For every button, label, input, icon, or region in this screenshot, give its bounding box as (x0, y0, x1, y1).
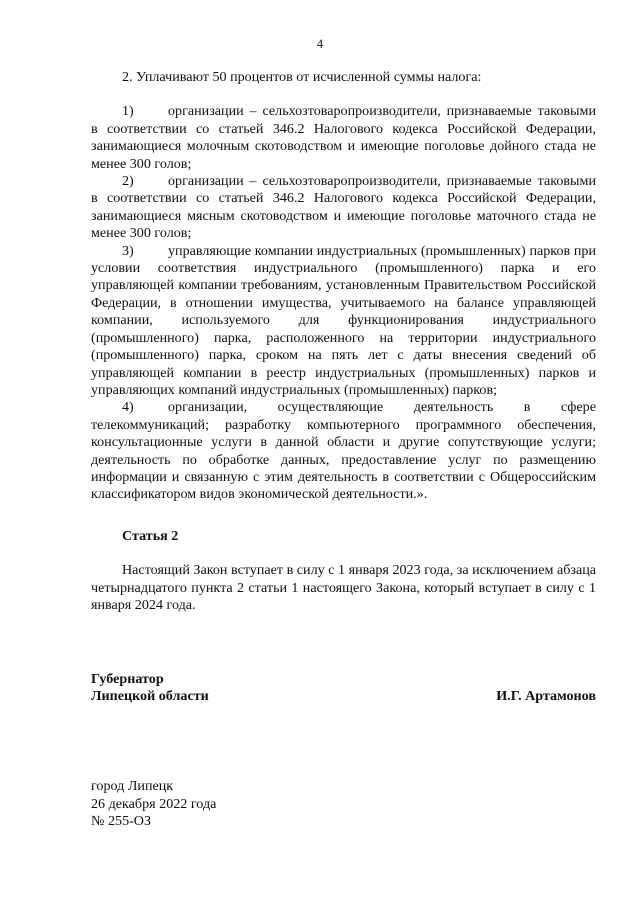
item-text: организации – сельхозтоваропроизводители, признаваемые таковыми в соответствии со статьей 346.2 Налогового кодекса Российской Федерации, занимающиеся молочным скотоводством и имеющие поголовье дойного стада не менее 300 голов; (91, 103, 596, 172)
item-text: управляющие компании индустриальных (промышленных) парков при условии соответствия индустриального (промышленного) парка и его управляющей компании требованиям, установленным Правительством Российской Федерации, в отношении имущества, учитываемого на балансе управляющей компании, используемого для функционирования индустриального (промышленного) парка, расположенного на территории индустриального (промышленного) парка, сроком на пять лет с даты внесения сведений об управляющей компании в реестр индустриальных (промышленных) парков и управляющих компаний индустриальных (промышленных) парков; (91, 242, 596, 398)
signature-block (91, 671, 596, 706)
item-text: организации – сельхозтоваропроизводители, признаваемые таковыми в соответствии со статьей 346.2 Налогового кодекса Российской Федерации, занимающиеся мясным скотоводством и имеющие поголовье маточного стада не менее 300 голов; (91, 173, 596, 242)
footer-number: № 255-ОЗ (91, 813, 152, 830)
signatory-title-line2: Липецкой области (91, 688, 209, 705)
article-title: Статья 2 (122, 527, 179, 544)
intro-paragraph: 2. Уплачивают 50 процентов от исчисленной суммы налога: (122, 69, 482, 85)
item-list (91, 103, 596, 503)
article-body: Настоящий Закон вступает в силу с 1 января 2023 года, за исключением абзаца четырнадцатого пункта 2 статьи 1 настоящего Закона, который вступает в силу с 1 января 2024 года. (91, 562, 596, 613)
footer-date: 26 декабря 2022 года (91, 795, 217, 812)
item-number: 4) (122, 399, 134, 416)
item-text: организации, осуществляющие деятельность в сфере телекоммуникаций; разработку компьютерного программного обеспечения, консультационные услуги в данной области и другие сопутствующие услуги; деятельность по обработке данных, предоставление услуг по размещению информации и связанную с этим деятельность в соответствии с Общероссийским классификатором видов экономической деятельности.». (91, 399, 596, 503)
signatory-title-line1: Губернатор (91, 671, 164, 687)
item-number: 2) (122, 173, 134, 190)
list-item (91, 399, 596, 503)
signatory-name: И.Г. Артамонов (496, 688, 596, 705)
list-item (91, 103, 596, 173)
item-number: 1) (122, 103, 134, 120)
item-number: 3) (122, 242, 134, 259)
document-body (91, 69, 596, 614)
page-number: 4 (316, 37, 324, 51)
list-item (91, 243, 596, 400)
footer-city: город Липецк (91, 778, 174, 794)
list-item (91, 173, 596, 243)
signature-row (91, 688, 596, 705)
document-footer (91, 778, 391, 831)
